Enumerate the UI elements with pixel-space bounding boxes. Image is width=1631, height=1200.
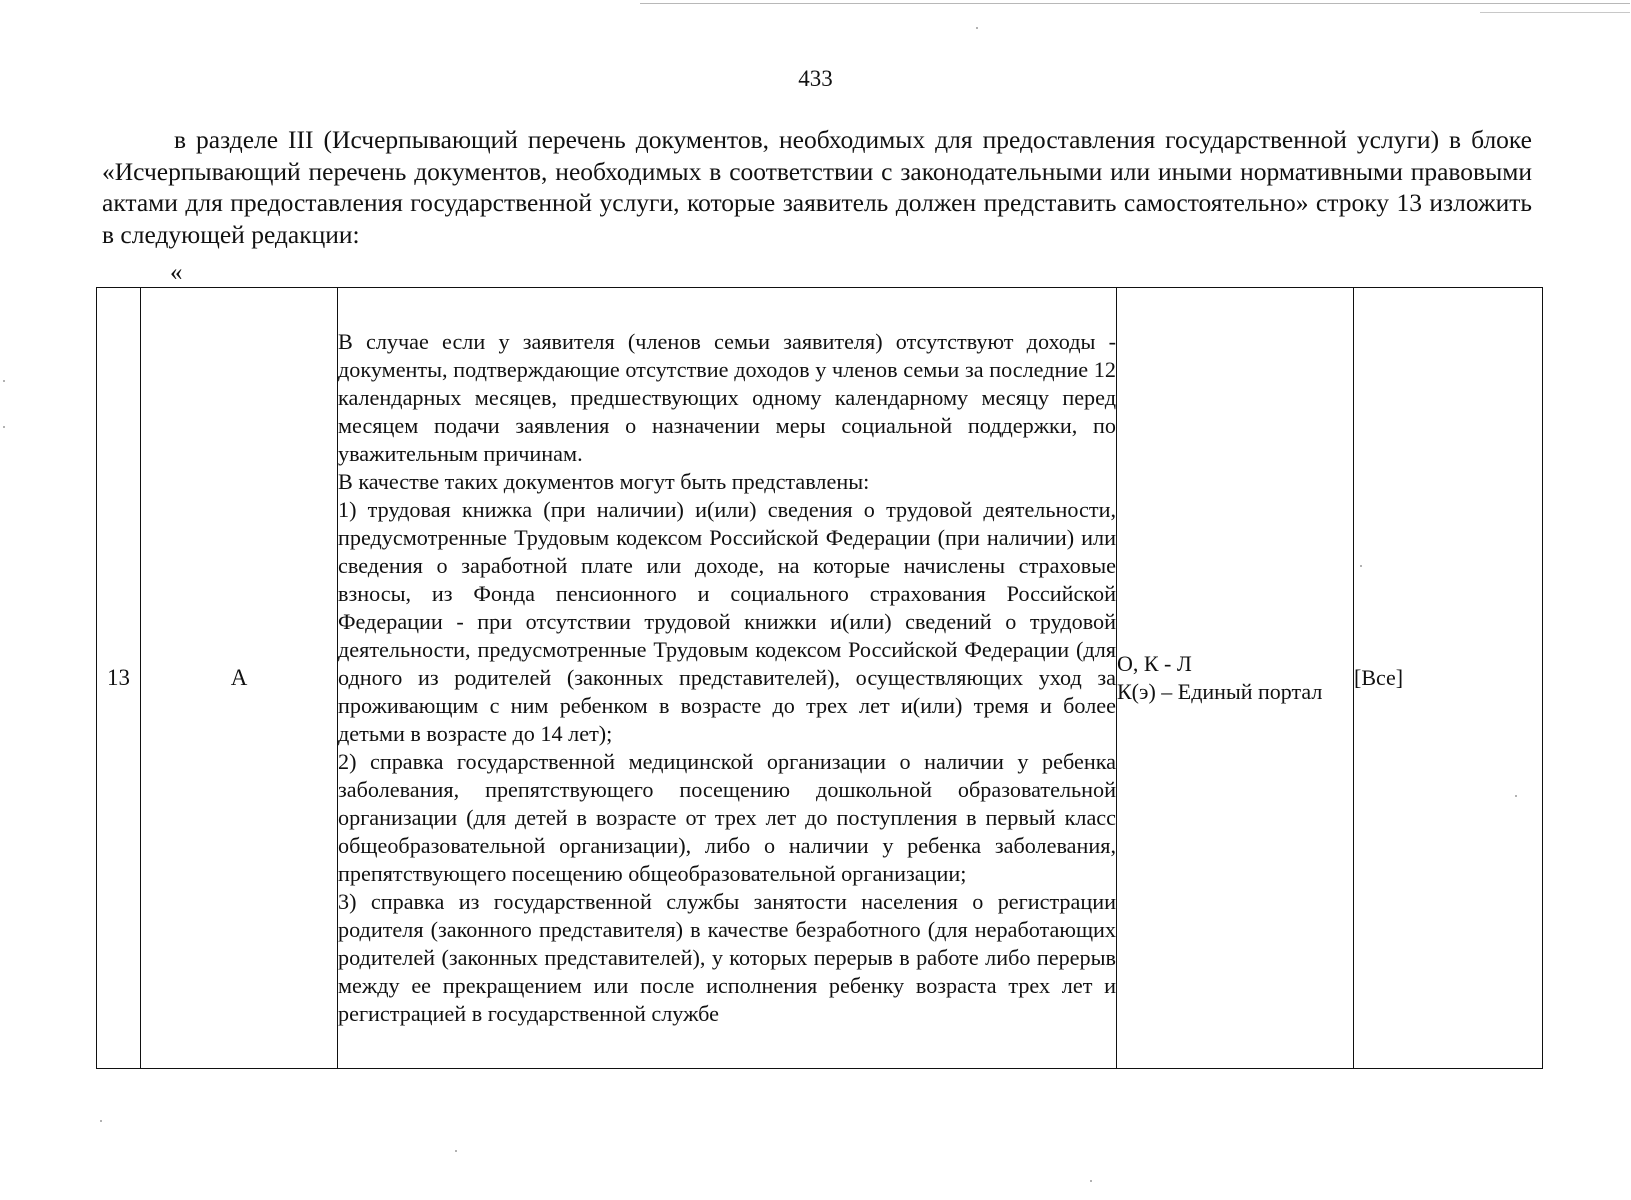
description-paragraph: 2) справка государственной медицинской организации о наличии у ребенка заболевания, препятствующего посещению дошкольной образовательной организации (для детей в возрасте от трех лет до поступления в первый класс общеобразовательной организации), либо о наличии у ребенка заболевания, препятствующего посещению общеобразовательной организации; (338, 749, 1116, 886)
scan-edge-line (640, 3, 1630, 4)
description-paragraph: В качестве таких документов могут быть представлены: (338, 469, 870, 494)
table-row (97, 288, 1543, 1069)
description-paragraph: 3) справка из государственной службы занятости населения о регистрации родителя (законного представителя) в качестве безработного (для неработающих родителей (законных представителей), у которых перерыв в работе либо перерыв между ее прекращением или после исполнения ребенку возраста трех лет и регистрацией в государственной службе (338, 889, 1116, 1026)
page-number: 433 (798, 66, 833, 91)
row-letter-cell: А (141, 288, 338, 1069)
description-paragraph: В случае если у заявителя (членов семьи заявителя) отсутствуют доходы - документы, подтверждающие отсутствие доходов у членов семьи за последние 12 календарных месяцев, предшествующих одному календарному месяцу перед месяцем подачи заявления о назначении меры социальной поддержки, по уважительным причинам. (338, 329, 1116, 466)
submission-mode-line: О, К - Л (1117, 651, 1192, 676)
scan-speck (1515, 795, 1517, 797)
scan-speck (3, 380, 5, 382)
opening-quote-mark: « (170, 259, 183, 286)
intro-paragraph: в разделе III (Исчерпывающий перечень документов, необходимых для предоставления государственной услуги) в блоке «Исчерпывающий перечень документов, необходимых в соответствии с законодательными или иными нормативными правовыми актами для предоставления государственной услуги, которые заявитель должен представить самостоятельно» строку 13 изложить в следующей редакции: (102, 125, 1532, 249)
scan-speck (100, 1120, 102, 1122)
scan-speck (3, 426, 5, 428)
scan-edge-line (1480, 12, 1630, 13)
submission-mode-cell (1117, 288, 1354, 1069)
scan-speck (1360, 565, 1362, 567)
document-description-cell (338, 288, 1117, 1069)
scan-speck (455, 1150, 457, 1152)
row-number-cell: 13 (97, 288, 141, 1069)
scan-speck (1090, 1180, 1092, 1182)
submission-mode-line: К(э) – Единый портал (1117, 679, 1323, 704)
documents-table (96, 287, 1543, 1069)
scan-speck (976, 27, 978, 29)
category-cell: [Все] (1354, 288, 1543, 1069)
description-paragraph: 1) трудовая книжка (при наличии) и(или) сведения о трудовой деятельности, предусмотренные Трудовым кодексом Российской Федерации (при наличии) или сведения о заработной плате или доходе, на которые начислены страховые взносы, из Фонда пенсионного и социального страхования Российской Федерации - при отсутствии трудовой книжки и(или) сведений о трудовой деятельности, предусмотренные Трудовым кодексом Российской Федерации (для одного из родителей (законных представителей), осуществляющих уход за проживающим с ним ребенком в возрасте до трех лет и(или) тремя и более детьми в возрасте до 14 лет); (338, 497, 1116, 746)
